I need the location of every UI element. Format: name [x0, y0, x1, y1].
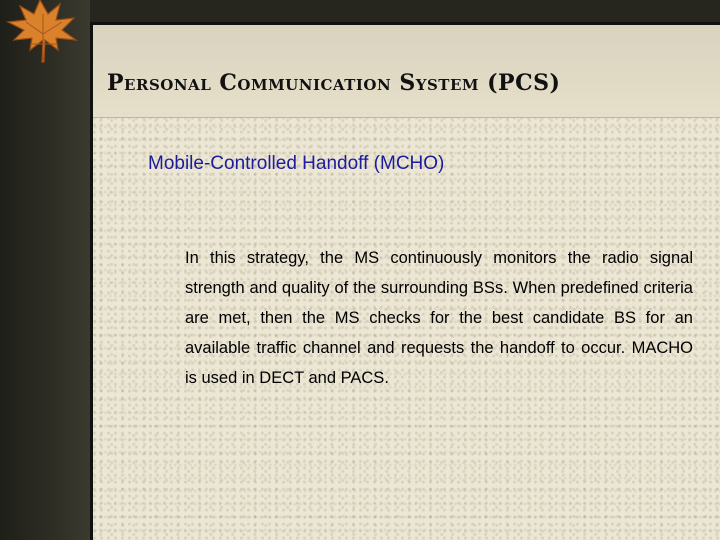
- slide-content: [90, 22, 720, 540]
- slide-subtitle: Mobile-Controlled Handoff (MCHO): [148, 153, 445, 174]
- top-frame-band: [90, 0, 720, 22]
- left-frame-band: [0, 0, 90, 540]
- slide-body-text: In this strategy, the MS continuously monitors the radio signal strength and quality of the surrounding BSs. When predefined criteria are met, then the MS checks for the best candidate BS for an available traffic channel and requests the handoff to occur. MACHO is used in DECT and PACS.: [185, 249, 693, 387]
- slide-title: Personal Communication System (PCS): [107, 70, 561, 96]
- autumn-leaf-icon: [2, 0, 82, 66]
